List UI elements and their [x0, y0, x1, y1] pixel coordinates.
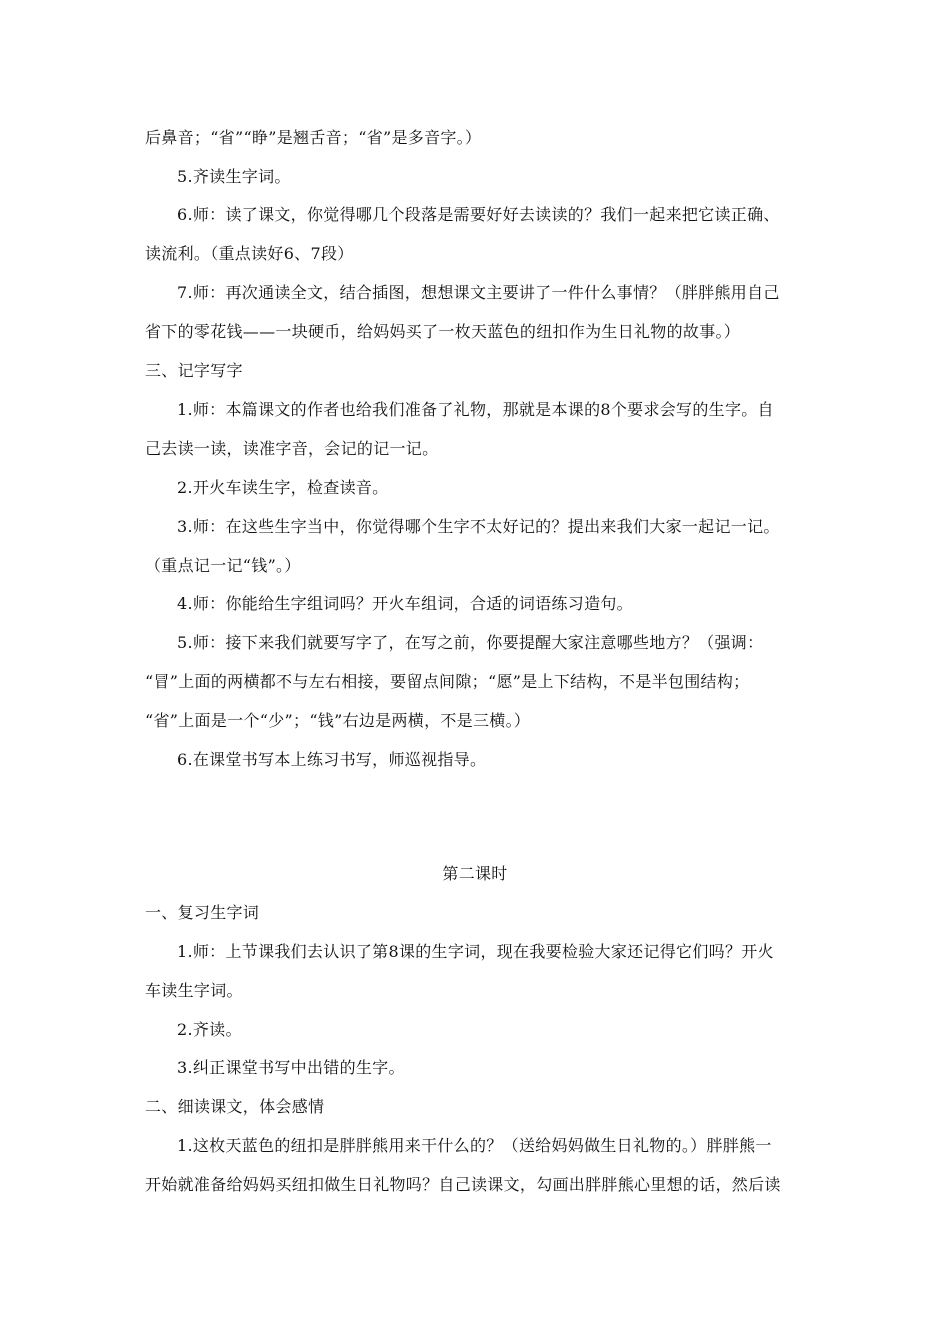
text-line: 2.齐读。 [177, 1020, 242, 1039]
text-line: 3.师：在这些生字当中，你觉得哪个生字不太好记的？提出来我们大家一起记一记。 [177, 517, 780, 536]
section-heading: 二、细读课文，体会感情 [145, 1097, 325, 1116]
text-line: 省下的零花钱——一块硬币，给妈妈买了一枚天蓝色的纽扣作为生日礼物的故事。） [145, 322, 741, 341]
text-line: 6.师：读了课文，你觉得哪几个段落是需要好好去读读的？我们一起来把它读正确、 [177, 205, 780, 224]
text-line: 4.师：你能给生字组词吗？开火车组词，合适的词语练习造句。 [177, 594, 633, 613]
text-line: “省”上面是一个“少”；“钱”右边是两横，不是三横。） [145, 711, 531, 730]
text-line: 3.纠正课堂书写中出错的生字。 [177, 1058, 405, 1077]
text-line: 1.师：本篇课文的作者也给我们准备了礼物，那就是本课的8个要求会写的生字。自 [177, 400, 774, 419]
text-line: 5.齐读生字词。 [177, 167, 291, 186]
section-heading: 三、记字写字 [145, 361, 243, 380]
text-line: 5.师：接下来我们就要写字了，在写之前，你要提醒大家注意哪些地方？（强调： [177, 633, 764, 652]
text-line: （重点记一记“钱”。） [145, 556, 301, 575]
text-line: 后鼻音；“省”“睁”是翘舌音；“省”是多音字。） [145, 128, 482, 147]
text-line: 6.在课堂书写本上练习书写，师巡视指导。 [177, 750, 487, 769]
text-line: 2.开火车读生字，检查读音。 [177, 478, 389, 497]
text-line: 己去读一读，读准字音，会记的记一记。 [145, 439, 439, 458]
text-line: 1.师：上节课我们去认识了第8课的生字词，现在我要检验大家还记得它们吗？开火 [177, 942, 774, 961]
text-line: “冒”上面的两横都不与左右相接，要留点间隙；“愿”是上下结构，不是半包围结构； [145, 672, 750, 691]
text-line: 读流利。（重点读好6、7段） [145, 244, 354, 263]
text-line: 1.这枚天蓝色的纽扣是胖胖熊用来干什么的？（送给妈妈做生日礼物的。）胖胖熊一 [177, 1136, 772, 1155]
section-heading: 一、复习生字词 [145, 903, 260, 922]
lesson-title: 第二课时 [442, 864, 508, 883]
text-line: 车读生字词。 [145, 981, 243, 1000]
text-line: 开始就准备给妈妈买纽扣做生日礼物吗？自己读课文，勾画出胖胖熊心里想的话，然后读 [145, 1175, 781, 1194]
text-line: 7.师：再次通读全文，结合插图，想想课文主要讲了一件什么事情？（胖胖熊用自己 [177, 283, 780, 302]
